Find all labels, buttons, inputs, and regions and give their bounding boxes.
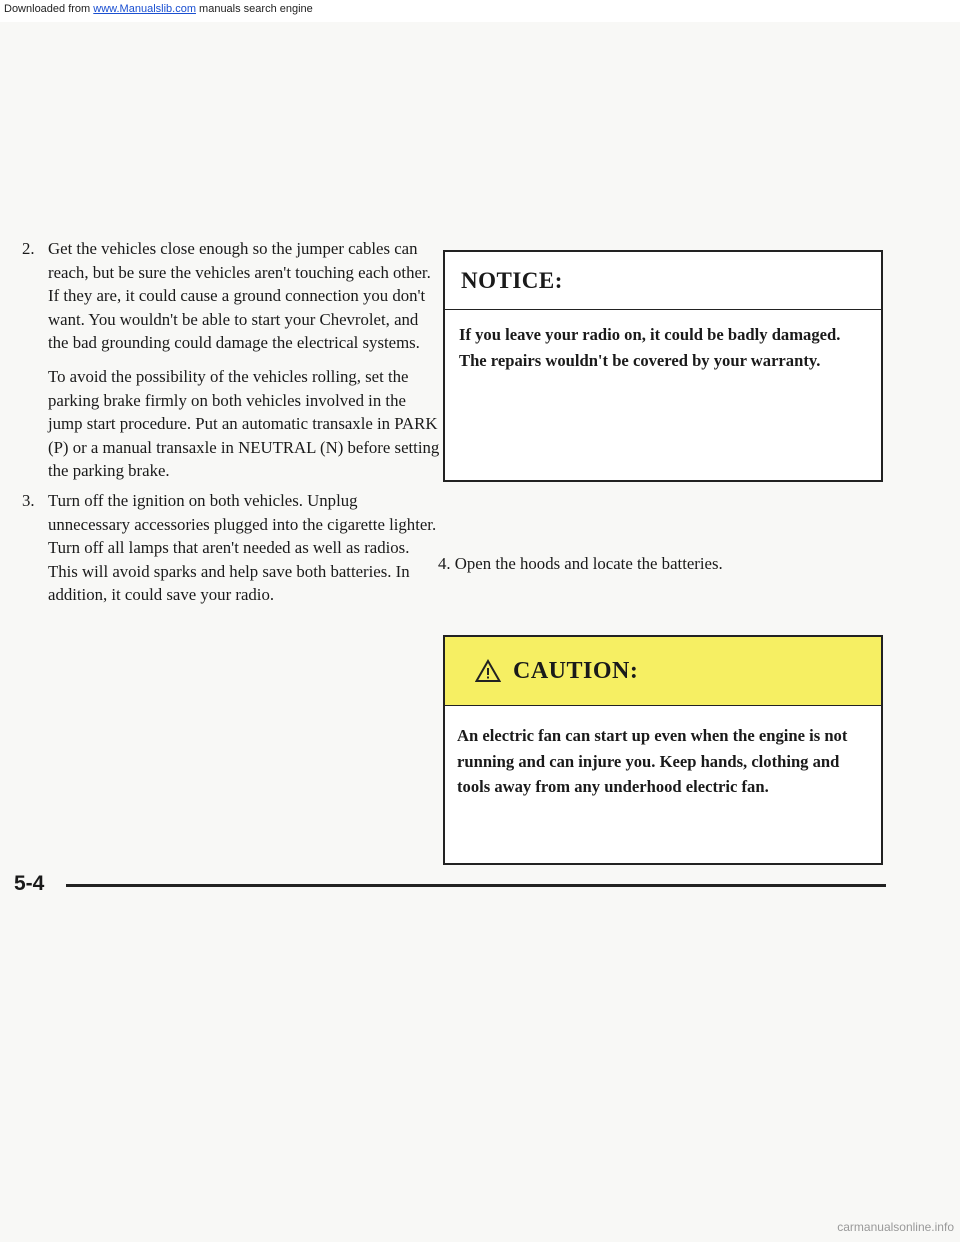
notice-title: NOTICE: <box>445 252 881 310</box>
footer-rule <box>66 884 886 887</box>
download-banner <box>0 0 960 22</box>
banner-prefix: Downloaded from <box>4 3 94 15</box>
banner-suffix: manuals search engine <box>195 3 313 15</box>
notice-body: If you leave your radio on, it could be badly damaged. The repairs wouldn't be covered by your warranty. <box>459 325 841 370</box>
step-2 <box>22 237 442 355</box>
page-number: 5-4 <box>14 872 45 895</box>
warning-triangle-icon <box>475 659 501 683</box>
manualslib-link[interactable]: www.Manualslib.com <box>93 3 196 15</box>
left-column <box>22 237 442 611</box>
caution-box <box>443 635 883 865</box>
step-2-paragraph: To avoid the possibility of the vehicles rolling, set the parking brake firmly on both vehicles involved in the jump start procedure. Put an automatic transaxle in PARK (P) or a manual transaxle in NEUTRAL (N) before setting the parking brake. <box>48 366 440 481</box>
caution-title: CAUTION: <box>513 657 639 684</box>
step-3-text: Turn off the ignition on both vehicles. Unplug unnecessary accessories plugged into the cigarette lighter. Turn off all lamps that aren't needed as well as radios. This will avoid sparks and help save both batteries. In addition, it could save your radio. <box>48 490 437 605</box>
notice-box <box>443 250 883 482</box>
step-3-number: 3. <box>22 490 35 510</box>
step-2-number: 2. <box>22 239 35 258</box>
caution-body: An electric fan can start up even when the engine is not running and can injure you. Keep hands, clothing and tools away from any underhood electric fan. <box>457 726 848 796</box>
step-4: 4. Open the hoods and locate the batteries. <box>438 554 723 573</box>
watermark: carmanualsonline.info <box>837 1220 954 1234</box>
step-3 <box>22 489 442 607</box>
caution-header <box>445 637 881 706</box>
step-2-text: Get the vehicles close enough so the jumper cables can reach, but be sure the vehicles aren't touching each other. If they are, it could cause a ground connection you don't want. You wouldn't be able to start your Chevrolet, and the bad grounding could damage the electrical systems. <box>48 239 431 353</box>
